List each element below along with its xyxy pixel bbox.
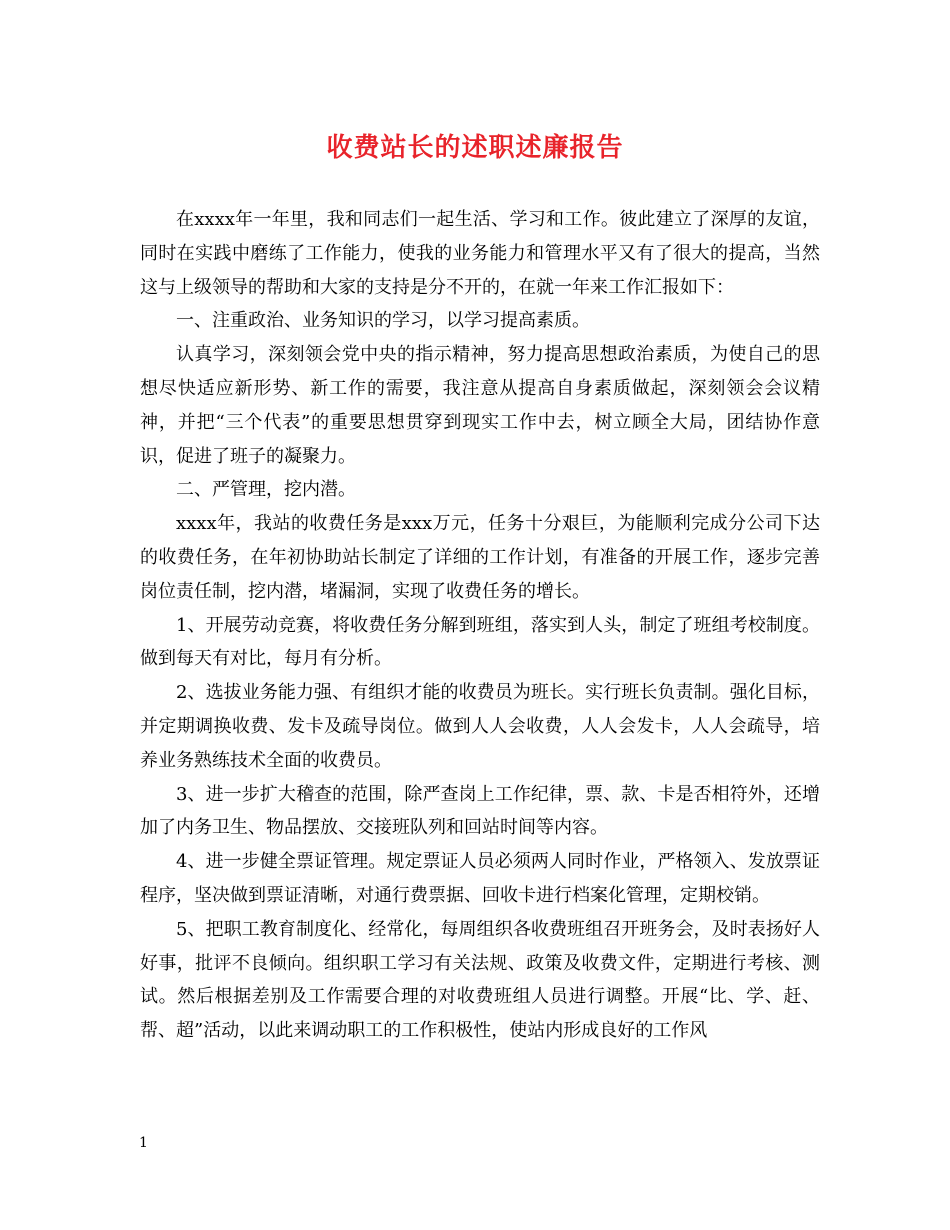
- paragraph-study: 认真学习，深刻领会党中央的指示精神，努力提高思想政治素质，为使自己的思想尽快适应新形势、新工作的需要，我注意从提高自身素质做起，深刻领会会议精神，并把“三个代表”的重要思想贯穿到现实工作中去，树立顾全大局，团结协作意识，促进了班子的凝聚力。: [140, 344, 820, 467]
- page-title: 收费站长的述职述廉报告: [326, 133, 624, 163]
- list-item-1: 1、开展劳动竞赛，将收费任务分解到班组，落实到人头，制定了班组考校制度。做到每天有对比，每月有分析。: [140, 614, 820, 670]
- list-item-3: 3、进一步扩大稽查的范围，除严查岗上工作纪律，票、款、卡是否相符外，还增加了内务卫生、物品摆放、交接班队列和回站时间等内容。: [140, 783, 820, 839]
- page-number: 1: [139, 1135, 148, 1151]
- list-item-2: 2、选拔业务能力强、有组织才能的收费员为班长。实行班长负责制。强化目标，并定期调换收费、发卡及疏导岗位。做到人人会收费，人人会发卡，人人会疏导，培养业务熟练技术全面的收费员。: [140, 682, 820, 771]
- list-item-4: 4、进一步健全票证管理。规定票证人员必须两人同时作业，严格领入、发放票证程序，坚决做到票证清晰，对通行费票据、回收卡进行档案化管理，定期校销。: [140, 851, 820, 906]
- paragraph-intro: 在xxxx年一年里，我和同志们一起生活、学习和工作。彼此建立了深厚的友谊，同时在实践中磨练了工作能力，使我的业务能力和管理水平又有了很大的提高，当然这与上级领导的帮助和大家的支持是分不开的，在就一年来工作汇报如下：: [140, 209, 820, 298]
- document-body: [140, 203, 820, 1048]
- paragraph-fee-task: xxxx年，我站的收费任务是xxx万元，任务十分艰巨，为能顺利完成分公司下达的收费任务，在年初协助站长制定了详细的工作计划，有准备的开展工作，逐步完善岗位责任制，挖内潜，堵漏洞，实现了收费任务的增长。: [140, 513, 820, 602]
- heading-section-2: 二、严管理，挖内潜。: [176, 479, 356, 501]
- heading-section-1: 一、注重政治、业务知识的学习，以学习提高素质。: [176, 310, 590, 332]
- list-item-5: 5、把职工教育制度化、经常化，每周组织各收费班组召开班务会，及时表扬好人好事，批评不良倾向。组织职工学习有关法规、政策及收费文件，定期进行考核、测试。然后根据差别及工作需要合理的对收费班组人员进行调整。开展“比、学、赶、帮、超”活动，以此来调动职工的工作积极性，使站内形成良好的工作风: [140, 918, 820, 1042]
